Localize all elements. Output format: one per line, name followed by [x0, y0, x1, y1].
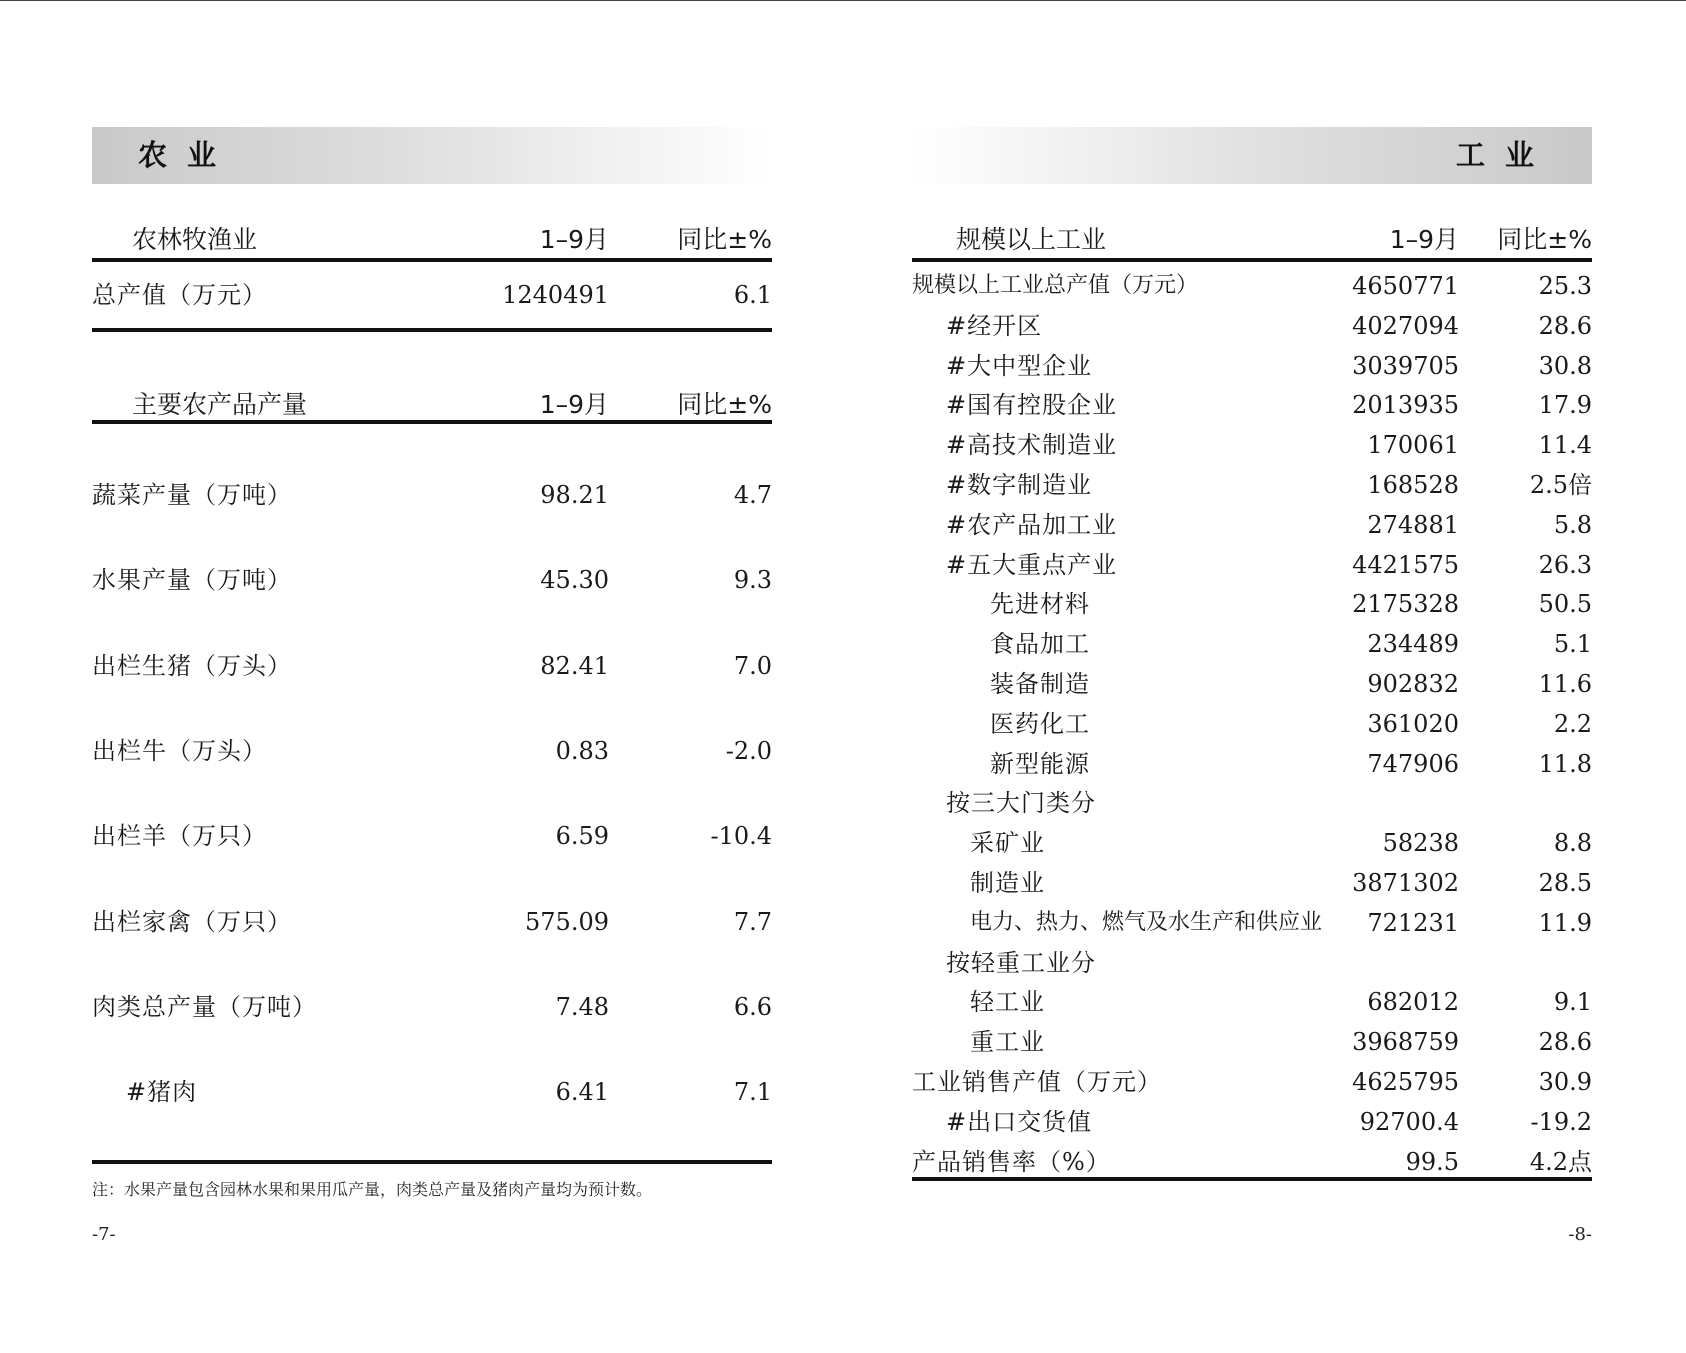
table-row [912, 348, 1592, 384]
row-label: 出栏生猪（万头） [92, 652, 292, 680]
row-value: 361020 [1367, 709, 1459, 738]
page-number: -7- [92, 1224, 116, 1245]
row-yoy: 2.5倍 [1529, 471, 1592, 499]
row-label: #猪肉 [126, 1078, 198, 1106]
row-label: 制造业 [970, 869, 1045, 897]
row-value: 1240491 [502, 281, 609, 309]
row-label: 出栏家禽（万只） [92, 908, 292, 936]
row-value: 92700.4 [1359, 1107, 1459, 1136]
row-label: 肉类总产量（万吨） [92, 993, 317, 1021]
table-row [92, 648, 772, 684]
row-label: #数字制造业 [946, 471, 1093, 499]
table-row [92, 818, 772, 854]
row-yoy: 7.7 [733, 908, 772, 936]
row-value: 168528 [1367, 471, 1459, 499]
row-yoy: 7.0 [733, 652, 772, 680]
section-banner-industry [912, 127, 1592, 184]
row-value: 274881 [1367, 510, 1459, 539]
column-header-yoy: 同比±% [677, 390, 772, 419]
row-value: 721231 [1367, 908, 1459, 937]
table-row [912, 785, 1592, 821]
row-yoy: 11.6 [1538, 670, 1592, 698]
table-row [92, 1074, 772, 1110]
row-yoy: 50.5 [1538, 590, 1592, 619]
column-header-period: 1–9月 [539, 225, 609, 254]
table-row [912, 427, 1592, 463]
row-yoy: 11.4 [1538, 431, 1592, 460]
row-yoy: 28.6 [1538, 1028, 1592, 1057]
table-row [912, 1104, 1592, 1140]
table-header-forestry [92, 220, 772, 260]
row-yoy: 17.9 [1538, 391, 1592, 420]
row-label: 采矿业 [970, 829, 1045, 858]
banner-title: 农业 [138, 138, 237, 172]
column-header-name: 主要农产品产量 [132, 390, 308, 419]
row-yoy: 11.8 [1538, 749, 1592, 778]
row-value: 4650771 [1352, 272, 1459, 300]
row-label: 按三大门类分 [946, 789, 1096, 818]
footnote: 注：水果产量包含园林水果和果用瓜产量，肉类总产量及猪肉产量均为预计数。 [92, 1180, 653, 1199]
table-row [912, 626, 1592, 662]
table-header-products [92, 385, 772, 425]
row-value: 575.09 [525, 908, 609, 936]
row-yoy: 28.6 [1538, 311, 1592, 340]
row-label: 食品加工 [990, 630, 1090, 659]
banner-title: 工业 [1455, 138, 1554, 172]
table-row [92, 562, 772, 598]
row-label: 蔬菜产量（万吨） [92, 481, 292, 509]
table-header-industry [912, 220, 1592, 260]
row-yoy: 26.3 [1538, 550, 1592, 579]
row-value: 45.30 [540, 566, 609, 594]
row-yoy: 30.9 [1538, 1068, 1592, 1096]
row-yoy: 5.1 [1553, 630, 1592, 659]
row-value: 902832 [1367, 670, 1459, 698]
table-row [912, 1024, 1592, 1060]
table-row [92, 904, 772, 940]
row-yoy: 8.8 [1553, 829, 1592, 858]
row-value: 170061 [1367, 431, 1459, 460]
row-yoy: 6.1 [733, 281, 772, 309]
row-label: #经开区 [946, 311, 1043, 340]
page-agriculture [92, 0, 772, 1353]
row-yoy: 5.8 [1553, 510, 1592, 539]
table-row [912, 945, 1592, 981]
row-label: 装备制造 [990, 670, 1090, 698]
row-label: 总产值（万元） [92, 281, 267, 309]
row-yoy: 25.3 [1538, 272, 1592, 300]
row-label: #大中型企业 [946, 351, 1093, 380]
page-industry [912, 0, 1592, 1353]
table-bottom-rule [92, 1160, 772, 1164]
table-row [912, 666, 1592, 702]
row-value: 682012 [1367, 988, 1459, 1017]
header-rule [912, 258, 1592, 262]
page-number: -8- [1568, 1224, 1592, 1245]
row-value: 6.41 [555, 1078, 609, 1106]
row-value: 6.59 [555, 822, 609, 850]
row-label: 新型能源 [990, 749, 1090, 778]
row-yoy: 9.3 [733, 566, 772, 594]
row-value: 4027094 [1352, 311, 1459, 340]
row-yoy: 7.1 [733, 1078, 772, 1106]
row-label: 规模以上工业总产值（万元） [912, 273, 1199, 298]
table-row [912, 984, 1592, 1020]
table-row [912, 507, 1592, 543]
row-yoy: 9.1 [1553, 988, 1592, 1017]
row-label: 工业销售产值（万元） [912, 1068, 1162, 1096]
row-label: 轻工业 [970, 988, 1045, 1017]
row-label: 先进材料 [990, 590, 1090, 619]
row-label: #高技术制造业 [946, 431, 1118, 460]
row-yoy: 30.8 [1538, 351, 1592, 380]
table-row [912, 1064, 1592, 1100]
row-label: 电力、热力、燃气及水生产和供应业 [970, 909, 1323, 935]
table-row [912, 387, 1592, 423]
table-bottom-rule [92, 328, 772, 332]
column-header-name: 农林牧渔业 [132, 225, 258, 254]
row-value: 7.48 [555, 993, 609, 1021]
row-yoy: 4.7 [733, 481, 772, 509]
row-value: 234489 [1367, 630, 1459, 659]
header-rule [92, 420, 772, 424]
column-header-period: 1–9月 [539, 390, 609, 419]
table-row [912, 706, 1592, 742]
column-header-name: 规模以上工业 [956, 225, 1107, 254]
table-row [912, 746, 1592, 782]
row-value: 2013935 [1352, 391, 1459, 420]
row-yoy: -19.2 [1530, 1107, 1592, 1136]
table-row [912, 865, 1592, 901]
table-row [92, 989, 772, 1025]
row-yoy: 28.5 [1538, 869, 1592, 897]
section-banner-agriculture [92, 127, 772, 184]
table-row [92, 477, 772, 513]
row-value: 98.21 [540, 481, 609, 509]
row-label: #出口交货值 [946, 1107, 1093, 1136]
row-value: 82.41 [540, 652, 609, 680]
row-label: 产品销售率（%） [912, 1147, 1111, 1176]
row-label: 水果产量（万吨） [92, 566, 292, 594]
row-value: 0.83 [555, 737, 609, 765]
row-value: 3968759 [1352, 1028, 1459, 1057]
table-row [912, 268, 1592, 304]
row-value: 4421575 [1352, 550, 1459, 579]
row-value: 747906 [1367, 749, 1459, 778]
row-label: 出栏羊（万只） [92, 822, 267, 850]
table-row [92, 733, 772, 769]
column-header-yoy: 同比±% [677, 225, 772, 254]
row-value: 4625795 [1352, 1068, 1459, 1096]
row-yoy: -2.0 [725, 737, 772, 765]
table-bottom-rule [912, 1177, 1592, 1181]
table-row [912, 467, 1592, 503]
row-yoy: 11.9 [1538, 908, 1592, 937]
table-row [912, 825, 1592, 861]
row-value: 3871302 [1352, 869, 1459, 897]
row-label: #五大重点产业 [946, 550, 1118, 579]
column-header-yoy: 同比±% [1497, 225, 1592, 254]
row-yoy: 4.2点 [1529, 1147, 1592, 1176]
row-value: 3039705 [1352, 351, 1459, 380]
column-header-period: 1–9月 [1389, 225, 1459, 254]
row-label: 按轻重工业分 [946, 948, 1096, 977]
table-row [912, 586, 1592, 622]
row-label: #农产品加工业 [946, 510, 1118, 539]
row-yoy: -10.4 [710, 822, 772, 850]
table-row [92, 277, 772, 313]
row-yoy: 2.2 [1553, 709, 1592, 738]
row-value: 2175328 [1352, 590, 1459, 619]
header-rule [92, 258, 772, 262]
row-label: #国有控股企业 [946, 391, 1118, 420]
row-yoy: 6.6 [733, 993, 772, 1021]
row-label: 重工业 [970, 1028, 1045, 1057]
table-row [912, 1144, 1592, 1180]
table-row [912, 905, 1592, 941]
table-row [912, 547, 1592, 583]
row-value: 58238 [1382, 829, 1459, 858]
row-label: 医药化工 [990, 709, 1090, 738]
row-value: 99.5 [1405, 1147, 1459, 1176]
row-label: 出栏牛（万头） [92, 737, 267, 765]
table-row [912, 308, 1592, 344]
